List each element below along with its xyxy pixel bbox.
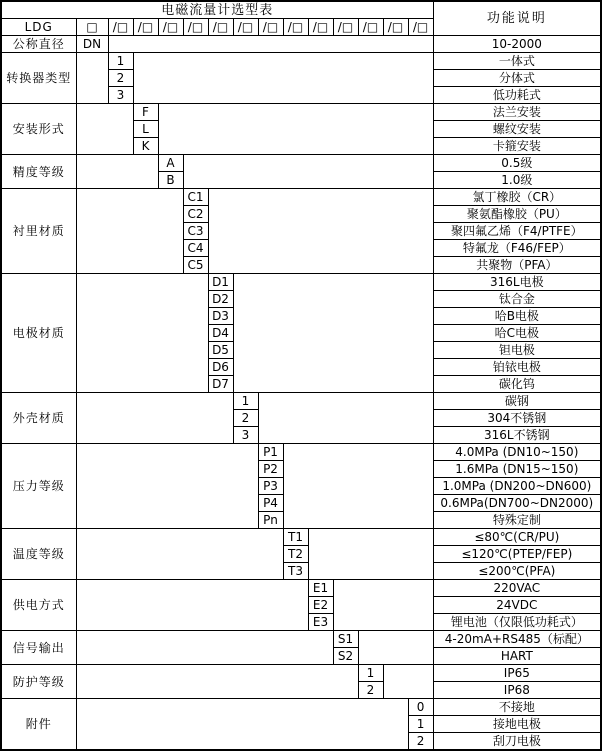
model-box-slot: /□ <box>133 19 158 36</box>
spacer-cell <box>76 274 208 393</box>
option-description-cell: 220VAC <box>433 580 601 597</box>
option-description-cell: 氯丁橡胶（CR） <box>433 189 601 206</box>
spacer-cell <box>358 631 433 665</box>
option-code-cell: C3 <box>183 223 208 240</box>
function-column-header: 功能说明 <box>433 1 601 36</box>
option-description-cell: IP68 <box>433 682 601 699</box>
model-box-slot: /□ <box>358 19 383 36</box>
spacer-cell <box>76 665 358 699</box>
spacer-cell <box>76 529 283 580</box>
option-code-cell: D5 <box>208 342 233 359</box>
option-description-cell: 低功耗式 <box>433 87 601 104</box>
option-code-cell: T1 <box>283 529 308 546</box>
model-box-slot: /□ <box>233 19 258 36</box>
option-description-cell: 共聚物（PFA） <box>433 257 601 274</box>
spacer-cell <box>76 189 183 274</box>
category-label: 信号输出 <box>1 631 76 665</box>
option-description-cell: 特氟龙（F46/FEP） <box>433 240 601 257</box>
model-first-box-slot: □ <box>76 19 108 36</box>
option-code-cell: 1 <box>358 665 383 682</box>
option-description-cell: ≤80℃(CR/PU) <box>433 529 601 546</box>
option-code-cell: P4 <box>258 495 283 512</box>
option-description-cell: HART <box>433 648 601 665</box>
spacer-cell <box>258 393 433 444</box>
option-code-cell: E2 <box>308 597 333 614</box>
option-code-cell: C2 <box>183 206 208 223</box>
category-label: 防护等级 <box>1 665 76 699</box>
option-code-cell: 0 <box>408 699 433 716</box>
option-code-cell: 2 <box>108 70 133 87</box>
option-description-cell: 卡箍安装 <box>433 138 601 155</box>
category-label: 转换器类型 <box>1 53 76 104</box>
option-code-cell: 2 <box>233 410 258 427</box>
model-box-slot: /□ <box>208 19 233 36</box>
option-code-cell: S2 <box>333 648 358 665</box>
model-box-slot: /□ <box>308 19 333 36</box>
option-code-cell: 2 <box>358 682 383 699</box>
option-code-cell: S1 <box>333 631 358 648</box>
option-description-cell: 聚四氟乙烯（F4/PTFE） <box>433 223 601 240</box>
spacer-cell <box>383 665 433 699</box>
option-description-cell: 1.0级 <box>433 172 601 189</box>
option-description-cell: 0.5级 <box>433 155 601 172</box>
option-code-cell: T2 <box>283 546 308 563</box>
option-description-cell: 304不锈钢 <box>433 410 601 427</box>
spacer-cell <box>308 529 433 580</box>
option-code-cell: E3 <box>308 614 333 631</box>
option-description-cell: 0.6MPa(DN700~DN2000) <box>433 495 601 512</box>
option-description-cell: 分体式 <box>433 70 601 87</box>
option-code-cell: L <box>133 121 158 138</box>
option-description-cell: 316L电极 <box>433 274 601 291</box>
spacer-cell <box>133 53 433 104</box>
option-code-cell: P3 <box>258 478 283 495</box>
option-code-cell: K <box>133 138 158 155</box>
option-code-cell: T3 <box>283 563 308 580</box>
option-description-cell: 法兰安装 <box>433 104 601 121</box>
option-description-cell: 1.0MPa (DN200~DN600) <box>433 478 601 495</box>
option-code-cell: D1 <box>208 274 233 291</box>
option-description-cell: 24VDC <box>433 597 601 614</box>
option-description-cell: 4.0MPa (DN10~150) <box>433 444 601 461</box>
option-description-cell: 哈B电极 <box>433 308 601 325</box>
model-box-slot: /□ <box>283 19 308 36</box>
option-code-cell: D6 <box>208 359 233 376</box>
model-prefix-label: LDG <box>1 19 76 36</box>
option-code-cell: D4 <box>208 325 233 342</box>
option-code-cell: C1 <box>183 189 208 206</box>
option-description-cell: 4-20mA+RS485（标配） <box>433 631 601 648</box>
category-label: 安装形式 <box>1 104 76 155</box>
option-description-cell: IP65 <box>433 665 601 682</box>
option-code-cell: 3 <box>108 87 133 104</box>
option-description-cell: ≤120℃(PTEP/FEP) <box>433 546 601 563</box>
spacer-cell <box>183 155 433 189</box>
option-code-cell: A <box>158 155 183 172</box>
option-code-cell: D7 <box>208 376 233 393</box>
option-code-cell: D3 <box>208 308 233 325</box>
table-title: 电磁流量计选型表 <box>1 1 433 19</box>
option-code-cell: D2 <box>208 291 233 308</box>
option-code-cell: 1 <box>233 393 258 410</box>
spacer-cell <box>76 699 408 751</box>
dn-code-cell: DN <box>76 36 108 53</box>
spacer-cell <box>233 274 433 393</box>
category-label: 供电方式 <box>1 580 76 631</box>
spacer-cell <box>76 444 258 529</box>
model-box-slot: /□ <box>383 19 408 36</box>
option-description-cell: 不接地 <box>433 699 601 716</box>
option-code-cell: 1 <box>408 716 433 733</box>
option-code-cell: B <box>158 172 183 189</box>
option-code-cell: C5 <box>183 257 208 274</box>
option-code-cell: 3 <box>233 427 258 444</box>
option-code-cell: C4 <box>183 240 208 257</box>
option-description-cell: 特殊定制 <box>433 512 601 529</box>
option-description-cell: 铂铱电极 <box>433 359 601 376</box>
spacer-cell <box>76 580 308 631</box>
dn-description-cell: 10-2000 <box>433 36 601 53</box>
option-description-cell: 接地电极 <box>433 716 601 733</box>
option-code-cell: 2 <box>408 733 433 751</box>
category-label: 附件 <box>1 699 76 751</box>
category-label: 衬里材质 <box>1 189 76 274</box>
model-box-slot: /□ <box>158 19 183 36</box>
model-box-slot: /□ <box>408 19 433 36</box>
spacer-cell <box>76 631 333 665</box>
option-description-cell: 钽电极 <box>433 342 601 359</box>
option-description-cell: 哈C电极 <box>433 325 601 342</box>
option-code-cell: 1 <box>108 53 133 70</box>
category-label: 精度等级 <box>1 155 76 189</box>
option-description-cell: 刮刀电极 <box>433 733 601 751</box>
spacer-cell <box>76 393 233 444</box>
spacer-cell <box>108 36 433 53</box>
option-description-cell: 1.6MPa (DN15~150) <box>433 461 601 478</box>
option-description-cell: ≤200℃(PFA) <box>433 563 601 580</box>
spacer-cell <box>76 53 108 104</box>
option-code-cell: Pn <box>258 512 283 529</box>
spacer-cell <box>76 104 133 155</box>
option-description-cell: 聚氨酯橡胶（PU） <box>433 206 601 223</box>
option-description-cell: 一体式 <box>433 53 601 70</box>
option-description-cell: 316L不锈钢 <box>433 427 601 444</box>
option-code-cell: P2 <box>258 461 283 478</box>
option-description-cell: 碳化钨 <box>433 376 601 393</box>
model-box-slot: /□ <box>258 19 283 36</box>
option-description-cell: 碳钢 <box>433 393 601 410</box>
dn-label: 公称直径 <box>1 36 76 53</box>
selection-table-body <box>1 1 601 750</box>
category-label: 温度等级 <box>1 529 76 580</box>
model-box-slot: /□ <box>183 19 208 36</box>
model-box-slot: /□ <box>333 19 358 36</box>
option-description-cell: 钛合金 <box>433 291 601 308</box>
category-label: 压力等级 <box>1 444 76 529</box>
spacer-cell <box>158 104 433 155</box>
spacer-cell <box>76 155 158 189</box>
option-description-cell: 螺纹安装 <box>433 121 601 138</box>
option-code-cell: F <box>133 104 158 121</box>
category-label: 电极材质 <box>1 274 76 393</box>
spacer-cell <box>283 444 433 529</box>
option-code-cell: E1 <box>308 580 333 597</box>
model-box-slot: /□ <box>108 19 133 36</box>
spacer-cell <box>208 189 433 274</box>
category-label: 外壳材质 <box>1 393 76 444</box>
option-code-cell: P1 <box>258 444 283 461</box>
option-description-cell: 锂电池（仅限低功耗式） <box>433 614 601 631</box>
spacer-cell <box>333 580 433 631</box>
